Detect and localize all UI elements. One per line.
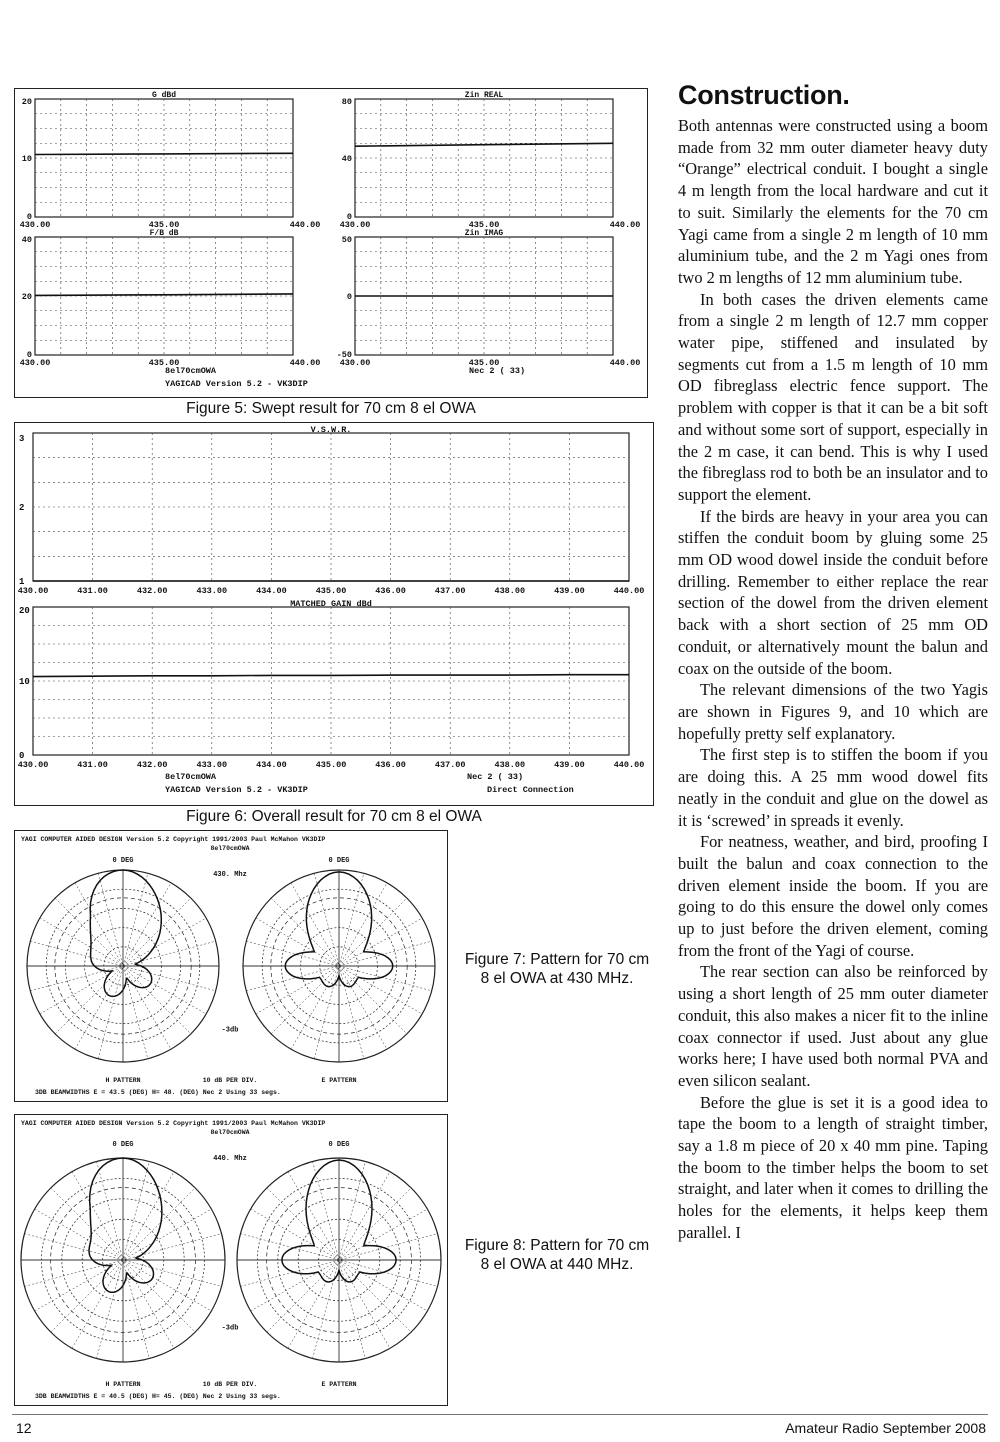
y-tick-label: 10 xyxy=(21,154,32,164)
nec-info: Nec 2 ( 33) xyxy=(469,366,526,376)
fig-header: YAGI COMPUTER AIDED DESIGN Version 5.2 Copyright 1991/2003 Paul McMahon VK3DIP xyxy=(21,836,326,843)
figure-7-polar xyxy=(15,831,446,1100)
y-tick-label: 50 xyxy=(341,235,352,245)
y-tick-label: 20 xyxy=(19,606,30,616)
x-tick-label: 435.00 xyxy=(468,358,500,368)
y-tick-label: 2 xyxy=(19,503,25,513)
figure-7-panel xyxy=(14,830,448,1102)
x-tick-label: 439.00 xyxy=(554,586,585,596)
figure-6-panel xyxy=(14,422,654,806)
figure-6-caption: Figure 6: Overall result for 70 cm 8 el OWA xyxy=(186,808,482,825)
matched-gain-line xyxy=(33,675,629,677)
radiation-pattern xyxy=(89,1158,162,1292)
x-tick-label: 434.00 xyxy=(256,586,287,596)
db-per-div-label: 10 dB PER DIV. xyxy=(202,1381,258,1388)
article-paragraph: If the birds are heavy in your area you can stiffen the conduit boom by gluing some 25 mm OD wood dowel inside the conduit before drilling. Remember to either replace the rear section of the dowel from the driven element back with a short section of 25 mm OD conduit, or alternatively mount the balun and coax on the outside of the boom. xyxy=(678,506,988,678)
x-tick-label: 440.00 xyxy=(613,586,645,596)
figure-5-chart xyxy=(15,89,646,396)
figure-8-polar xyxy=(15,1115,446,1404)
zero-deg-label: 0 DEG xyxy=(112,1141,134,1149)
e-pattern-label: E PATTERN xyxy=(321,1077,357,1084)
article-paragraph: Both antennas were constructed using a boom made from 32 mm outer diameter heavy duty “Orange” electrical conduit. I bought a single 4 m length from the local hardware and cut it to suit. Similarly the elements for the 70 cm Yagi came from a single 2 m length of 10 mm aluminium tube, and the 2 m Yagi ones from two 2 m lengths of 12 mm aluminium tube. xyxy=(678,116,988,287)
x-tick-label: 430.00 xyxy=(339,220,371,230)
article-paragraph: In both cases the driven elements came from a single 2 m length of 12.7 mm copper water pipe, stiffened and insulated by segments cut from a 1.5 m length of 10 mm OD fibreglass electric fence support. The problem with copper is that it can be a bit soft and without some sort of support, especially in the 2 m case, it can bend. This is why I used the fibreglass rod to both be an insulator and to support the element. xyxy=(678,289,988,504)
y-tick-label: 40 xyxy=(341,154,352,164)
x-tick-label: 430.00 xyxy=(339,358,371,368)
x-tick-label: 435.00 xyxy=(148,358,180,368)
x-tick-label: 435.00 xyxy=(315,586,347,596)
x-tick-label: 435.00 xyxy=(315,760,347,770)
x-tick-label: 440.00 xyxy=(289,220,321,230)
x-tick-label: 439.00 xyxy=(554,760,585,770)
x-tick-label: 437.00 xyxy=(434,760,466,770)
fig-model: 8el70cmOWA xyxy=(210,845,250,852)
x-tick-label: 438.00 xyxy=(494,586,526,596)
y-tick-label: 20 xyxy=(21,97,32,107)
y-tick-label: 0 xyxy=(26,350,32,360)
frequency-label: 430. Mhz xyxy=(213,871,247,879)
x-tick-label: 431.00 xyxy=(77,586,108,596)
x-tick-label: 432.00 xyxy=(136,586,168,596)
connection-info: Direct Connection xyxy=(487,785,574,795)
x-tick-label: 432.00 xyxy=(136,760,168,770)
figure-8-caption: Figure 8: Pattern for 70 cm 8 el OWA at 440 MHz. xyxy=(464,1237,650,1273)
h-pattern-label: H PATTERN xyxy=(105,1077,141,1084)
article-paragraph: The rear section can also be reinforced by using a short length of 25 mm outer diameter conduit, this also makes a nicer fit to the inline coax connector if used. Just about any glue works here; I have used both normal PVA and even silicon sealant. xyxy=(678,962,988,1090)
db-per-div-label: 10 dB PER DIV. xyxy=(202,1077,258,1084)
article-column xyxy=(678,80,988,1244)
gain-title: MATCHED GAIN dBd xyxy=(290,599,372,609)
beamwidths-label: 3DB BEAMWIDTHS E = 43.5 (DEG) H= 48. (DEG) Nec 2 Using 33 segs. xyxy=(35,1089,281,1096)
y-tick-label: 0 xyxy=(346,292,352,302)
y-tick-label: 40 xyxy=(21,235,32,245)
e-pattern-label: E PATTERN xyxy=(321,1381,357,1388)
y-tick-label: 0 xyxy=(19,751,25,761)
beamwidths-label: 3DB BEAMWIDTHS E = 40.5 (DEG) H= 45. (DEG) Nec 2 Using 33 segs. xyxy=(35,1393,281,1400)
plot-title: Zin IMAG xyxy=(464,229,504,238)
x-tick-label: 440.00 xyxy=(609,220,641,230)
plot-title: F/B dB xyxy=(149,229,179,238)
x-tick-label: 433.00 xyxy=(196,760,228,770)
x-tick-label: 434.00 xyxy=(256,760,287,770)
figure-6-chart xyxy=(15,423,652,804)
zero-deg-label: 0 DEG xyxy=(112,857,134,865)
article-paragraph: The first step is to stiffen the boom if you are doing this. A 25 mm wood dowel fits neatly in the conduit and glue on the dowel as it is ‘screwed’ in spreads it evenly. xyxy=(678,745,988,830)
nec-info: Nec 2 ( 33) xyxy=(467,772,524,782)
zero-deg-label: 0 DEG xyxy=(328,1141,350,1149)
vswr-title: V.S.W.R. xyxy=(310,425,352,435)
x-tick-label: 431.00 xyxy=(77,760,108,770)
x-tick-label: 440.00 xyxy=(289,358,321,368)
x-tick-label: 430.00 xyxy=(17,760,49,770)
x-tick-label: 436.00 xyxy=(375,760,406,770)
plot-title: Zin REAL xyxy=(464,91,504,100)
h-pattern-label: H PATTERN xyxy=(105,1381,141,1388)
x-tick-label: 438.00 xyxy=(494,760,526,770)
y-tick-label: 20 xyxy=(21,292,32,302)
figure-5-panel xyxy=(14,88,648,398)
article-paragraph: For neatness, weather, and bird, proofing I built the balun and coax connection to the driven element inside the boom. If you are going to do this ensure the dowel only comes up to just before the driven element, coming from the front of the Yagi of course. xyxy=(678,832,988,960)
model-name: 8el70cmOWA xyxy=(165,772,217,782)
minus-3db-label: -3db xyxy=(221,1026,239,1035)
fig-header: YAGI COMPUTER AIDED DESIGN Version 5.2 Copyright 1991/2003 Paul McMahon VK3DIP xyxy=(21,1120,326,1127)
x-tick-label: 440.00 xyxy=(613,760,645,770)
y-tick-label: 0 xyxy=(26,212,32,222)
data-line xyxy=(35,294,293,296)
article-paragraph: The relevant dimensions of the two Yagis are shown in Figures 9, and 10 which are hopefully pretty self explanatory. xyxy=(678,680,988,743)
article-paragraph: Before the glue is set it is a good idea to tape the boom to a length of straight timber, say a 1.8 m piece of 20 x 40 mm pine. Taping the boom to the timber helps the boom to set straight, and later when it comes to drilling the holes for the elements, it helps keep them parallel. I xyxy=(678,1092,988,1242)
x-tick-label: 436.00 xyxy=(375,586,406,596)
figure-7-caption: Figure 7: Pattern for 70 cm 8 el OWA at 430 MHz. xyxy=(464,951,650,987)
article-heading: Construction. xyxy=(678,80,850,110)
y-tick-label: 1 xyxy=(19,577,25,587)
fig-model: 8el70cmOWA xyxy=(210,1129,250,1136)
x-tick-label: 435.00 xyxy=(148,220,180,230)
y-tick-label: -50 xyxy=(336,350,352,360)
software-version: YAGICAD Version 5.2 - VK3DIP xyxy=(165,379,308,389)
software-version: YAGICAD Version 5.2 - VK3DIP xyxy=(165,785,308,795)
x-tick-label: 435.00 xyxy=(468,220,500,230)
publication-info: Amateur Radio September 2008 xyxy=(785,1420,986,1436)
figure-8-panel xyxy=(14,1114,448,1406)
model-name: 8el70cmOWA xyxy=(165,366,217,376)
y-tick-label: 10 xyxy=(19,677,30,687)
footer-rule xyxy=(12,1414,988,1415)
x-tick-label: 437.00 xyxy=(434,586,466,596)
y-tick-label: 3 xyxy=(19,434,25,444)
page-number: 12 xyxy=(16,1420,32,1436)
y-tick-label: 80 xyxy=(341,97,352,107)
data-line xyxy=(35,153,293,154)
x-tick-label: 433.00 xyxy=(196,586,228,596)
y-tick-label: 0 xyxy=(346,212,352,222)
plot-title: G dBd xyxy=(151,91,177,100)
x-tick-label: 430.00 xyxy=(19,358,51,368)
x-tick-label: 430.00 xyxy=(17,586,49,596)
zero-deg-label: 0 DEG xyxy=(328,857,350,865)
x-tick-label: 430.00 xyxy=(19,220,51,230)
x-tick-label: 440.00 xyxy=(609,358,641,368)
frequency-label: 440. Mhz xyxy=(213,1155,247,1163)
figure-5-caption: Figure 5: Swept result for 70 cm 8 el OWA xyxy=(186,400,476,417)
minus-3db-label: -3db xyxy=(221,1324,239,1333)
